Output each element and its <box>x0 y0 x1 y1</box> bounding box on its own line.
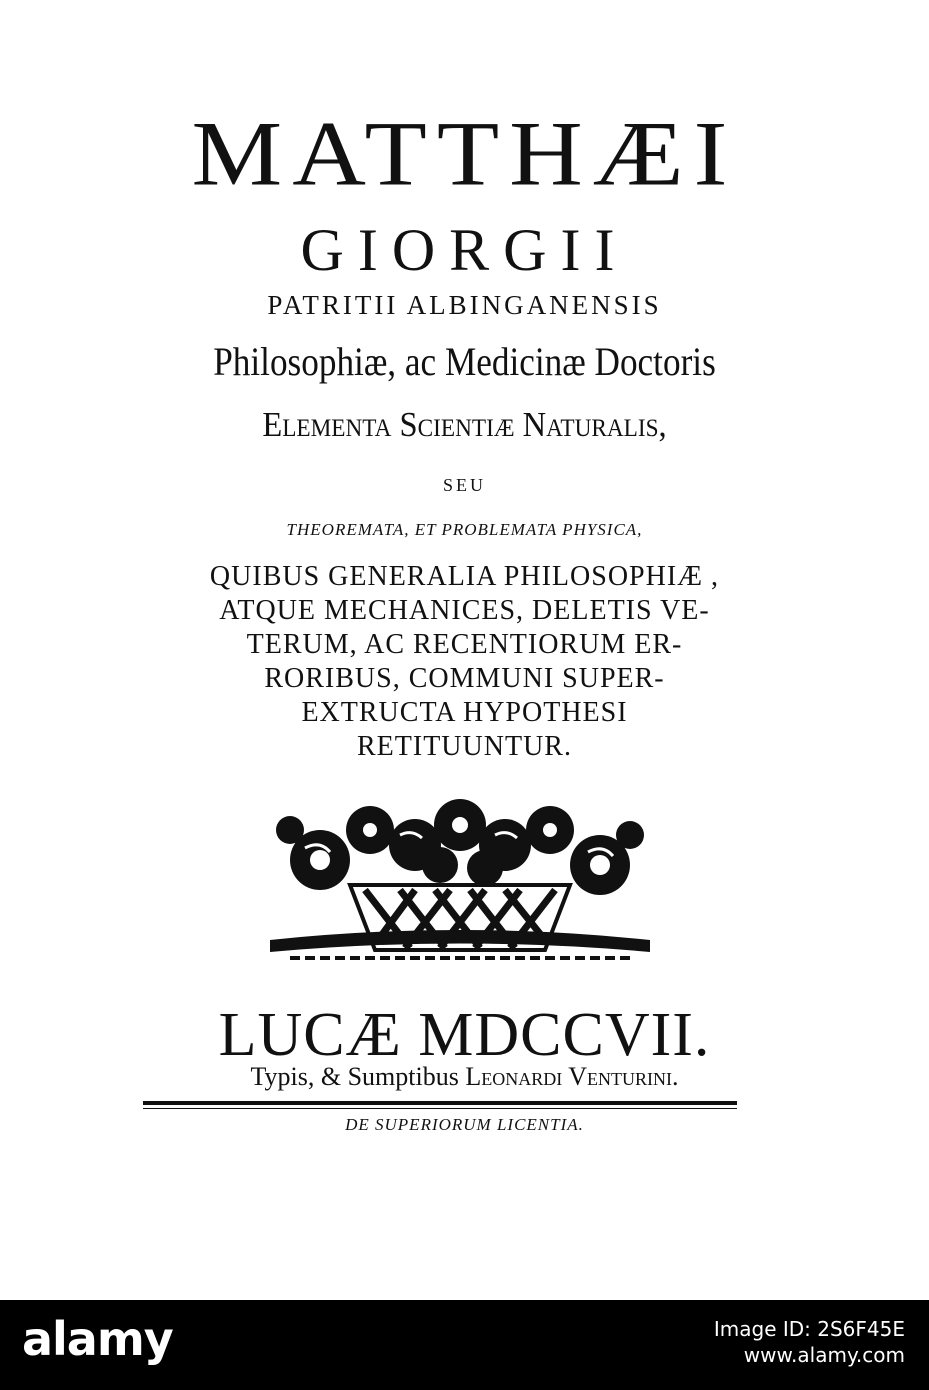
work-title: Elementa Scientiæ Naturalis, <box>262 405 667 444</box>
description-block <box>0 560 929 764</box>
image-id: Image ID: 2S6F45E <box>713 1317 905 1341</box>
flower-basket-ornament <box>250 790 670 980</box>
author-surname: GIORGII <box>300 217 629 283</box>
description-line: QUIBUS GENERALIA PHILOSOPHIÆ , <box>209 561 720 592</box>
licence-line: DE SUPERIORUM LICENTIA. <box>345 1115 584 1134</box>
printer-prefix: Typis, & Sumptibus <box>250 1062 459 1091</box>
image-id-block <box>714 1316 905 1368</box>
description-line: RORIBUS, COMMUNI SUPER- <box>264 663 665 694</box>
double-rule-thick <box>143 1101 737 1105</box>
author-first-name: MATTHÆI <box>191 103 738 206</box>
degree-line: Philosophiæ, ac Medicinæ Doctoris <box>213 339 716 384</box>
printer-name: Leonardi Venturini. <box>465 1062 679 1091</box>
description-line: RETITUUNTUR. <box>357 731 572 762</box>
patrician-line: PATRITII ALBINGANENSIS <box>267 290 662 320</box>
watermark-banner <box>0 1300 929 1390</box>
conjunction-seu: SEU <box>442 475 486 495</box>
description-line: TERUM, AC RECENTIORUM ER- <box>246 629 683 660</box>
description-line: EXTRUCTA HYPOTHESI <box>301 697 628 728</box>
watermark-url: www.alamy.com <box>743 1343 905 1367</box>
alamy-logo: alamy <box>22 1312 173 1366</box>
imprint: LUCÆ MDCCVII. <box>218 1001 711 1069</box>
subtitle: THEOREMATA, ET PROBLEMATA PHYSICA, <box>286 520 643 539</box>
double-rule-thin <box>143 1108 737 1109</box>
printer-line <box>0 1062 929 1092</box>
description-line: ATQUE MECHANICES, DELETIS VE- <box>219 595 710 626</box>
